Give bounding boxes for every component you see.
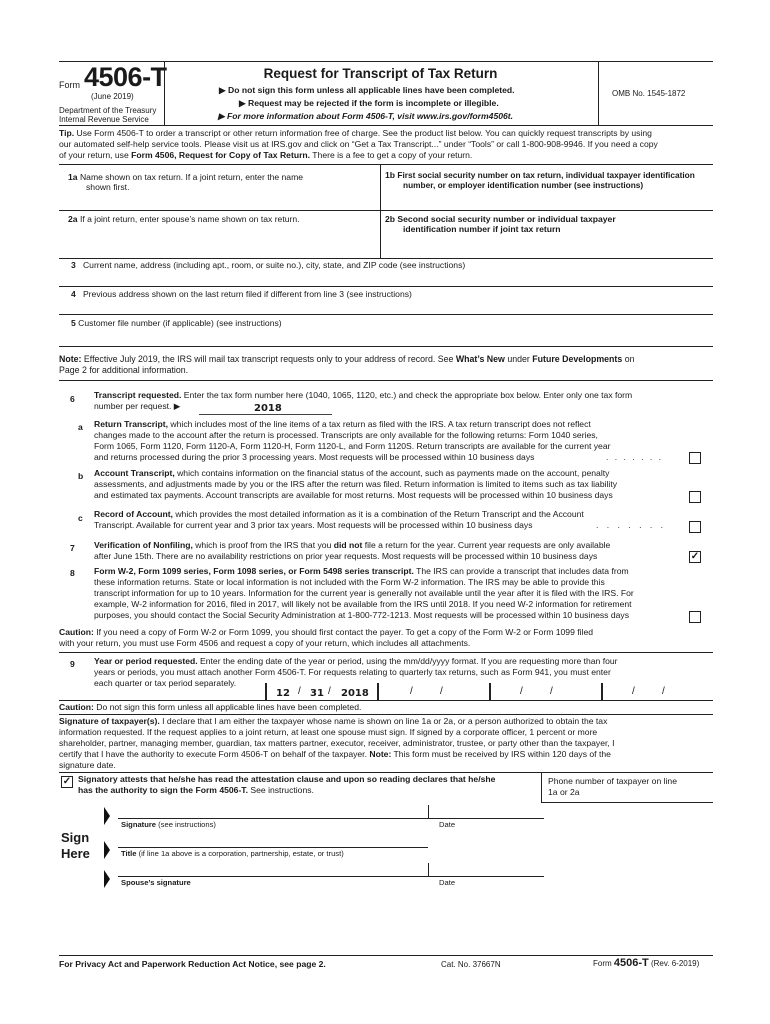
field-1a-label: Name shown on tax return. If a joint return, enter the name bbox=[79, 172, 304, 182]
period-3-slash-2: / bbox=[550, 686, 553, 697]
signature-note: Note: bbox=[369, 749, 392, 759]
sign-arrow-2 bbox=[104, 841, 110, 859]
form-date: (June 2019) bbox=[91, 92, 134, 101]
line-8-number: 8 bbox=[70, 568, 75, 578]
signature-head: Signature of taxpayer(s). bbox=[59, 716, 160, 726]
caution-2-label: Caution: bbox=[59, 702, 94, 712]
line-9-number: 9 bbox=[70, 659, 75, 669]
line-8-text-1: The IRS can provide a transcript that includes data from bbox=[413, 566, 629, 576]
spouse-date-label: Date bbox=[439, 878, 456, 887]
line-8-text-3: transcript information for up to 10 years. Information for the current year is generally not available until the year after it is filed with the IRS. For bbox=[94, 588, 634, 598]
footer-form-number: 4506-T bbox=[613, 957, 649, 969]
period-1-month[interactable]: 12 bbox=[276, 688, 290, 699]
tip-text-2: our automated self-help service tools. Please visit us at IRS.gov and click on “Get a Tax Transcript...” under “Tools” or call 1-800-908-9946. If you need a copy bbox=[59, 139, 658, 149]
caution-1-label: Caution: bbox=[59, 627, 94, 637]
attestation-checkbox[interactable]: ✓ bbox=[62, 776, 72, 787]
omb-number: OMB No. 1545-1872 bbox=[612, 89, 686, 98]
irs-name: Internal Revenue Service bbox=[59, 115, 149, 124]
return-transcript-checkbox[interactable] bbox=[689, 452, 701, 464]
catalog-number: Cat. No. 37667N bbox=[441, 960, 501, 969]
field-1a-number: 1a bbox=[68, 172, 78, 182]
line-6b-text-3: and estimated tax payments. Account transcripts are available for most returns. Most requests will be processed within 10 business days bbox=[94, 490, 613, 500]
line-6a-head: Return Transcript, bbox=[94, 419, 169, 429]
here-label: Here bbox=[61, 846, 90, 861]
signature-text-3: shareholder, partner, managing member, guardian, tax matters partner, executor, receiver, administrator, trustee, or party other than the taxpayer, I bbox=[59, 738, 615, 748]
privacy-notice: For Privacy Act and Paperwork Reduction Act Notice, see page 2. bbox=[59, 959, 326, 969]
line-7-text-1a: which is proof from the IRS that you bbox=[192, 540, 334, 550]
line-6b-text-2: assessments, and adjustments made by you or the IRS after the return was filed. Return information is limited to items such as tax liability bbox=[94, 479, 618, 489]
period-4-slash-2: / bbox=[662, 686, 665, 697]
form-title: Request for Transcript of Tax Return bbox=[263, 66, 498, 81]
period-1-slash-2: / bbox=[328, 686, 331, 697]
line-8-text-5: purposes, you should contact the Social Security Administration at 1-800-772-1213. Most requests will be processed within 10 business days bbox=[94, 610, 630, 620]
line-6b-letter: b bbox=[78, 471, 84, 481]
line-6a-letter: a bbox=[78, 422, 83, 432]
note-label: Note: bbox=[59, 354, 82, 364]
caution-1-text-1: If you need a copy of Form W-2 or Form 1099, you should first contact the payer. To get a copy of the Form W-2 or Form 1099 filed bbox=[93, 627, 594, 637]
account-transcript-checkbox[interactable] bbox=[689, 491, 701, 503]
line-6a-text-1: which includes most of the line items of a tax return as filed with the IRS. A tax return transcript does not reflect bbox=[168, 419, 591, 429]
period-2-slash-1: / bbox=[410, 686, 413, 697]
line-7-text-1c: file a return for the year. Current year requests are only available bbox=[362, 540, 611, 550]
footer-form-word: Form bbox=[593, 959, 614, 968]
line-6c-dots: . . . . . . . bbox=[596, 520, 667, 530]
line-6-text-1: Enter the tax form number here (1040, 1065, 1120, etc.) and check the appropriate box below. Enter only one tax form bbox=[181, 390, 633, 400]
signature-field-note: (see instructions) bbox=[156, 820, 216, 829]
note-future-developments: Future Developments bbox=[532, 354, 623, 364]
line-6c-letter: c bbox=[78, 513, 83, 523]
line-6-number: 6 bbox=[70, 394, 75, 404]
line-9-text-3: each quarter or tax period separately. bbox=[94, 678, 237, 688]
note-text-1c: under bbox=[504, 354, 533, 364]
line-6a-text-3: Form 1065, Form 1120, Form 1120-A, Form 1120-H, Form 1120-L, and Form 1120S. Return transcripts are available for the current year bbox=[94, 441, 611, 451]
phone-number-field[interactable] bbox=[541, 802, 713, 803]
signature-text-4c: This form must be received by IRS within 120 days of the bbox=[391, 749, 611, 759]
title-field[interactable] bbox=[118, 847, 428, 848]
form-number: 4506-T bbox=[84, 62, 167, 92]
spouse-signature-field[interactable] bbox=[118, 876, 428, 877]
note-text-2: Page 2 for additional information. bbox=[59, 365, 189, 375]
note-text-1a: Effective July 2019, the IRS will mail tax transcript requests only to your address of record. See bbox=[81, 354, 456, 364]
tip-label: Tip. bbox=[59, 128, 75, 138]
date-field[interactable] bbox=[428, 818, 544, 819]
period-1-slash-1: / bbox=[298, 686, 301, 697]
line-9-head: Year or period requested. bbox=[94, 656, 198, 666]
tip-form4506: Form 4506, Request for Copy of Tax Return. bbox=[131, 150, 311, 160]
line-6c-head: Record of Account, bbox=[94, 509, 173, 519]
field-1b-label-2: number, or employer identification number (see instructions) bbox=[403, 180, 644, 190]
date-field-label: Date bbox=[439, 820, 456, 829]
field-2b-number: 2b bbox=[385, 214, 396, 224]
field-2a-label: If a joint return, enter spouse’s name shown on tax return. bbox=[79, 214, 300, 224]
note-text-1e: on bbox=[622, 354, 635, 364]
field-5-label: Customer file number (if applicable) (see instructions) bbox=[78, 318, 282, 328]
line-8-text-2: these information returns. State or local information is not included with the Form W-2 information. The IRS may be able to provide this bbox=[94, 577, 605, 587]
line-7-head: Verification of Nonfiling, bbox=[94, 540, 193, 550]
signature-text-1: I declare that I am either the taxpayer whose name is shown on line 1a or 2a, or a person authorized to obtain the tax bbox=[159, 716, 608, 726]
phone-label-2: 1a or 2a bbox=[548, 787, 580, 797]
line-6a-text-4: and returns processed during the prior 3 processing years. Most requests will be processed within 10 business days bbox=[94, 452, 535, 462]
line-8-head: Form W-2, Form 1099 series, Form 1098 series, or Form 5498 series transcript. bbox=[94, 566, 414, 576]
line-7-number: 7 bbox=[70, 543, 75, 553]
field-3-label: Current name, address (including apt., room, or suite no.), city, state, and ZIP code (see instructions) bbox=[82, 260, 466, 270]
line-6-text-2: number per request. ▶ bbox=[94, 401, 181, 411]
line-9-text-1: Enter the ending date of the year or period, using the mm/dd/yyyy format. If you are requesting more than four bbox=[197, 656, 618, 666]
line-6c-text-2: Transcript. Available for current year and 3 prior tax years. Most requests will be processed within 10 business days bbox=[94, 520, 533, 530]
period-3-slash-1: / bbox=[520, 686, 523, 697]
w2-transcript-checkbox[interactable] bbox=[689, 611, 701, 623]
verification-of-nonfiling-checkbox[interactable]: ✓ bbox=[690, 551, 700, 562]
field-5-number: 5 bbox=[71, 318, 76, 328]
line-6c-text-1: which provides the most detailed information as it is a combination of the Return Transcript and the Account bbox=[172, 509, 584, 519]
field-2b-label-2: identification number if joint tax return bbox=[403, 224, 561, 234]
period-2-slash-2: / bbox=[440, 686, 443, 697]
line-6a-dots: . . . . . . . bbox=[606, 452, 664, 462]
sign-label: Sign bbox=[61, 830, 90, 845]
field-1b-label: First social security number on tax return, individual taxpayer identification bbox=[397, 170, 695, 180]
line-6a-text-2: changes made to the account after the return is processed. Transcripts are only available for the following returns: Form 1040 series, bbox=[94, 430, 598, 440]
title-field-note: (if line 1a above is a corporation, partnership, estate, or trust) bbox=[136, 849, 344, 858]
field-1a-label-2: shown first. bbox=[86, 182, 130, 192]
sign-arrow-3 bbox=[104, 870, 110, 888]
instruction-line-3: ▶ For more information about Form 4506-T, visit www.irs.gov/form4506t. bbox=[218, 111, 514, 121]
line-7-text-2: after June 15th. There are no availability restrictions on prior year requests. Most requests will be processed within 10 business days bbox=[94, 551, 598, 561]
tip-text-3a: of your return, use bbox=[59, 150, 132, 160]
period-1-day[interactable]: 31 bbox=[310, 688, 324, 699]
attestation-text-2a: has the authority to sign the Form 4506-T. bbox=[78, 785, 248, 795]
line-7-did-not: did not bbox=[333, 540, 363, 550]
phone-label-1: Phone number of taxpayer on line bbox=[548, 776, 677, 786]
signature-text-5: signature date. bbox=[59, 760, 116, 770]
attestation-text-1: Signatory attests that he/she has read the attestation clause and upon so reading declares that he/she bbox=[78, 774, 496, 784]
field-2b-label: Second social security number or individual taxpayer bbox=[397, 214, 616, 224]
field-2a-number: 2a bbox=[68, 214, 78, 224]
field-1b-number: 1b bbox=[385, 170, 396, 180]
attestation-text-2b: See instructions. bbox=[248, 785, 314, 795]
tip-text-1: Use Form 4506-T to order a transcript or other return information free of charge. See the product list below. You can quickly request transcripts by using bbox=[76, 128, 652, 138]
period-4-slash-1: / bbox=[632, 686, 635, 697]
line-8-text-4: example, W-2 information for 2016, filed in 2017, will likely not be available from the IRS until 2018. If you need W-2 information for retirement bbox=[94, 599, 632, 609]
line-6b-text-1: which contains information on the financial status of the account, such as payments made on the account, penalty bbox=[174, 468, 610, 478]
line-6-head: Transcript requested. bbox=[94, 390, 182, 400]
period-1-year[interactable]: 2018 bbox=[341, 688, 369, 699]
sign-arrow-1 bbox=[104, 807, 110, 825]
signature-field[interactable] bbox=[118, 818, 428, 819]
footer-revision: (Rev. 6-2019) bbox=[648, 959, 700, 968]
record-of-account-checkbox[interactable] bbox=[689, 521, 701, 533]
title-field-label: Title bbox=[121, 849, 137, 858]
caution-2-text: Do not sign this form unless all applicable lines have been completed. bbox=[93, 702, 362, 712]
form-word: Form bbox=[59, 80, 80, 90]
signature-text-2: information requested. If the request applies to a joint return, at least one spouse must sign. If signed by a corporate officer, 1 percent or more bbox=[59, 727, 598, 737]
department: Department of the Treasury bbox=[59, 106, 157, 115]
field-4-number: 4 bbox=[71, 289, 76, 299]
instruction-line-2: ▶ Request may be rejected if the form is incomplete or illegible. bbox=[239, 98, 499, 108]
line-6b-head: Account Transcript, bbox=[94, 468, 175, 478]
tax-form-number-input[interactable]: 2018 bbox=[254, 403, 282, 414]
note-whats-new: What’s New bbox=[455, 354, 505, 364]
spouse-signature-label: Spouse’s signature bbox=[121, 878, 191, 887]
caution-1-text-2: with your return, you must use Form 4506 and request a copy of your return, which includes all attachments. bbox=[59, 638, 471, 648]
tip-text-3c: There is a fee to get a copy of your return. bbox=[310, 150, 473, 160]
spouse-date-field[interactable] bbox=[428, 876, 544, 877]
signature-field-label: Signature bbox=[121, 820, 157, 829]
field-3-number: 3 bbox=[71, 260, 76, 270]
signature-text-4a: certify that I have the authority to execute Form 4506-T on behalf of the taxpayer. bbox=[59, 749, 370, 759]
field-4-label: Previous address shown on the last return filed if different from line 3 (see instructions) bbox=[82, 289, 412, 299]
line-9-text-2: years or periods, you must attach another Form 4506-T. For requests relating to quarterly tax returns, such as Form 941, you must enter bbox=[94, 667, 611, 677]
instruction-line-1: ▶ Do not sign this form unless all applicable lines have been completed. bbox=[219, 85, 515, 95]
